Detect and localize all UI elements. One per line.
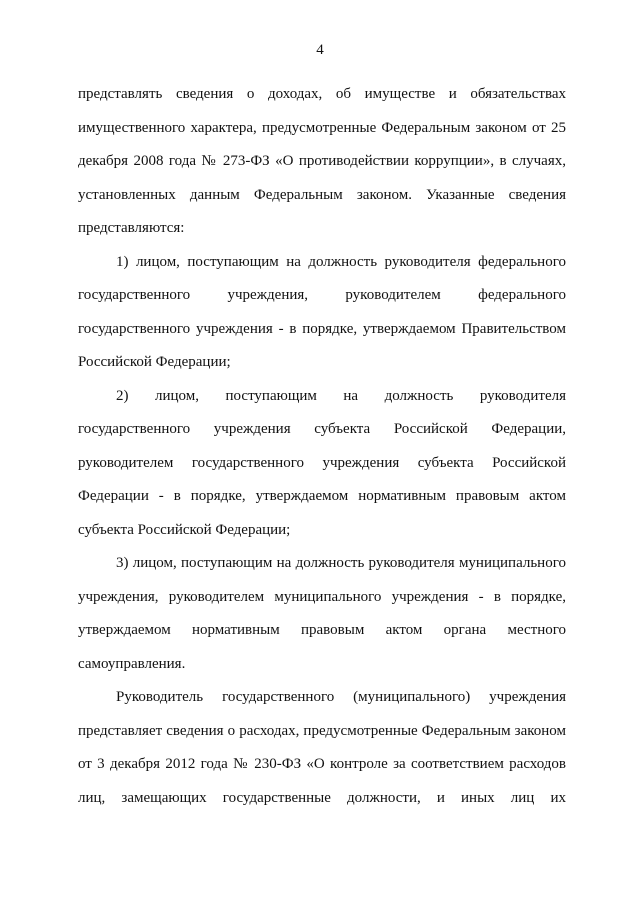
document-body bbox=[78, 78, 566, 815]
list-item-1: 1) лицом, поступающим на должность руководителя федерального государственного учреждения, руководителем федерального государственного учреждения - в порядке, утверждаемом Правительством Российской Федерации; bbox=[78, 253, 566, 370]
list-item-2: 2) лицом, поступающим на должность руководителя государственного учреждения субъекта Российской Федерации, руководителем государственного учреждения субъекта Российской Федерации - в порядке, утверждаемом нормативным правовым актом субъекта Российской Федерации; bbox=[78, 387, 566, 538]
paragraph-continuation: представлять сведения о доходах, об имуществе и обязательствах имущественного характера, предусмотренные Федеральным законом от 25 декабря 2008 года № 273-ФЗ «О противодействии коррупции», в случаях, установленных данным Федеральным законом. Указанные сведения представляются: bbox=[78, 86, 566, 236]
page-number: 4 bbox=[316, 42, 324, 58]
paragraph-head-expenses: Руководитель государственного (муниципального) учреждения представляет сведения о расходах, предусмотренные Федеральным законом от 3 декабря 2012 года № 230-ФЗ «О контроле за соответствием расходов лиц, замещающих государственные должности, и иных лиц их bbox=[78, 689, 566, 806]
list-item-3: 3) лицом, поступающим на должность руководителя муниципального учреждения, руководителем муниципального учреждения - в порядке, утверждаемом нормативным правовым актом органа местного самоуправления. bbox=[78, 555, 566, 672]
